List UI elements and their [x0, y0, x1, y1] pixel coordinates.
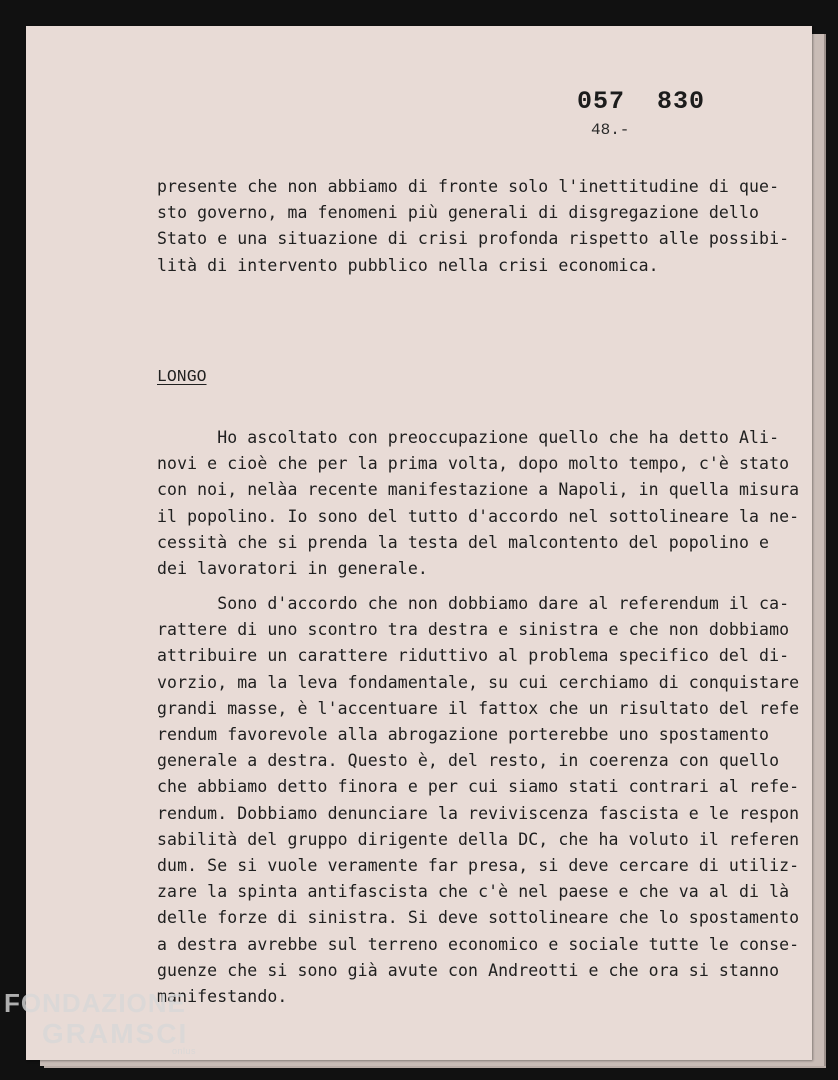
document-number: 057 830: [577, 87, 706, 116]
speech-paragraph-1: Ho ascoltato con preoccupazione quello che ha detto Ali- novi e cioè che per la prima volta, dopo molto tempo, c'è stato con noi, nelàa recente manifestazione a Napoli, in quella misura il popolino. Io sono del tutto d'accordo nel sottolineare la ne- cessità che si prenda la testa del malcontento del popolino e dei lavoratori in generale.: [157, 428, 800, 579]
speaker-heading: LONGO: [157, 367, 207, 386]
intro-paragraph: presente che non abbiamo di fronte solo l'inettitudine di que- sto governo, ma fenomeni più generali di disgregazione dello Stato e una situazione di crisi profonda rispetto alle possibi- lità di intervento pubblico nella crisi economica.: [157, 177, 790, 275]
watermark-suffix: onlus: [172, 1046, 197, 1056]
speech-paragraph-2: Sono d'accordo che non dobbiamo dare al referendum il ca- rattere di uno scontro tra destra e sinistra e che non dobbiamo attribuire un carattere riduttivo al problema specifico del di- vorzio, ma la leva fondamentale, su cui cerchiamo di conquistare grandi masse, è l'accentuare il fattox che un risultato del refe rendum favorevole alla abrogazione porterebbe uno spostamento generale a destra. Questo è, del resto, in coerenza con quello che abbiamo detto finora e per cui siamo stati contrari al refe- rendum. Dobbiamo denunciare la reviviscenza fascista e le respon sabilità del gruppo dirigente della DC, che ha voluto il referen dum. Se si vuole veramente far presa, si deve cercare di utiliz- zare la spinta antifascista che c'è nel paese e che va al di là delle forze di sinistra. Si deve sottolineare che lo spostamento a destra avrebbe sul terreno economico e sociale tutte le conse- guenze che si sono già avute con Andreotti e che ora si stanno manifestando.: [157, 594, 800, 1007]
watermark-line-2: GRAMSCI: [42, 1018, 189, 1049]
fondazione-gramsci-watermark: [4, 988, 197, 1056]
watermark-line-1: FONDAZIONE: [4, 988, 186, 1018]
page-number: 48.-: [591, 121, 630, 139]
